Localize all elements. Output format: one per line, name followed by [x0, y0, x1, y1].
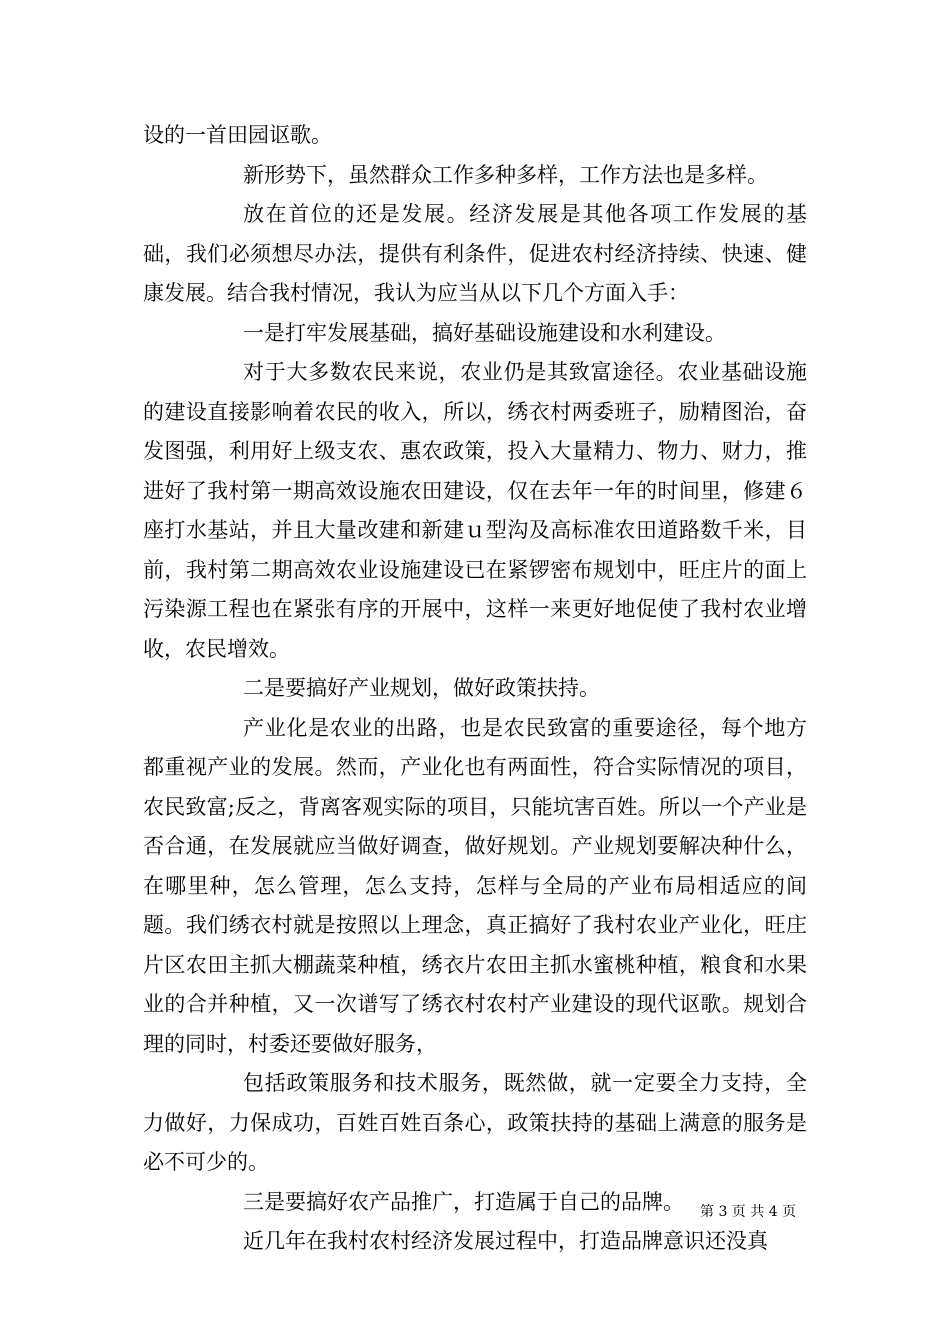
paragraph: 对于大多数农民来说，农业仍是其致富途径。农业基础设施的建设直接影响着农民的收入，所以，绣衣村两委班子，励精图治，奋发图强，利用好上级支农、惠农政策，投入大量精力、物力、财力，推进好了我村第一期高效设施农田建设，仅在去年一年的时间里，修建６座打水基站，并且大量改建和新建ｕ型沟及高标准农田道路数千米，目前，我村第二期高效农业设施建设已在紧锣密布规划中，旺庄片的面上污染源工程也在紧张有序的开展中，这样一来更好地促使了我村农业增收，农民增效。: [143, 360, 807, 661]
document-body: [143, 116, 807, 1262]
paragraph: 放在首位的还是发展。经济发展是其他各项工作发展的基础，我们必须想尽办法，提供有利条件，促进农村经济持续、快速、健康发展。结合我村情况，我认为应当从以下几个方面入手：: [143, 202, 807, 305]
paragraph: 三是要搞好农产品推广，打造属于自己的品牌。: [243, 1189, 684, 1214]
paragraph: 近几年在我村农村经济发展过程中，打造品牌意识还没真: [243, 1229, 768, 1253]
paragraph: 二是要搞好产业规划，做好政策扶持。: [243, 676, 600, 700]
paragraph: 设的一首田园讴歌。: [143, 123, 332, 147]
page-number-footer: 第 3 页 共 4 页: [700, 1204, 797, 1220]
paragraph: 产业化是农业的出路，也是农民致富的重要途径，每个地方都重视产业的发展。然而，产业化也有两面性，符合实际情况的项目，农民致富;反之，背离客观实际的项目，只能坑害百姓。所以一个产业是否合通，在发展就应当做好调查，做好规划。产业规划要解决种什么，在哪里种，怎么管理，怎么支持，怎样与全局的产业布局相适应的间题。我们绣衣村就是按照以上理念，真正搞好了我村农业产业化，旺庄片区农田主抓大棚蔬菜种植，绣衣片农田主抓水蜜桃种植，粮食和水果业的合并种植，又一次谱写了绣衣村农村产业建设的现代讴歌。规划合理的同时，村委还要做好服务，: [143, 715, 807, 1056]
paragraph: 一是打牢发展基础，搞好基础设施建设和水利建设。: [243, 320, 726, 345]
paragraph: 新形势下，虽然群众工作多种多样，工作方法也是多样。: [243, 162, 768, 187]
paragraph: 包括政策服务和技术服务，既然做，就一定要全力支持，全力做好，力保成功，百姓百姓百条心，政策扶持的基础上满意的服务是必不可少的。: [143, 1071, 807, 1174]
